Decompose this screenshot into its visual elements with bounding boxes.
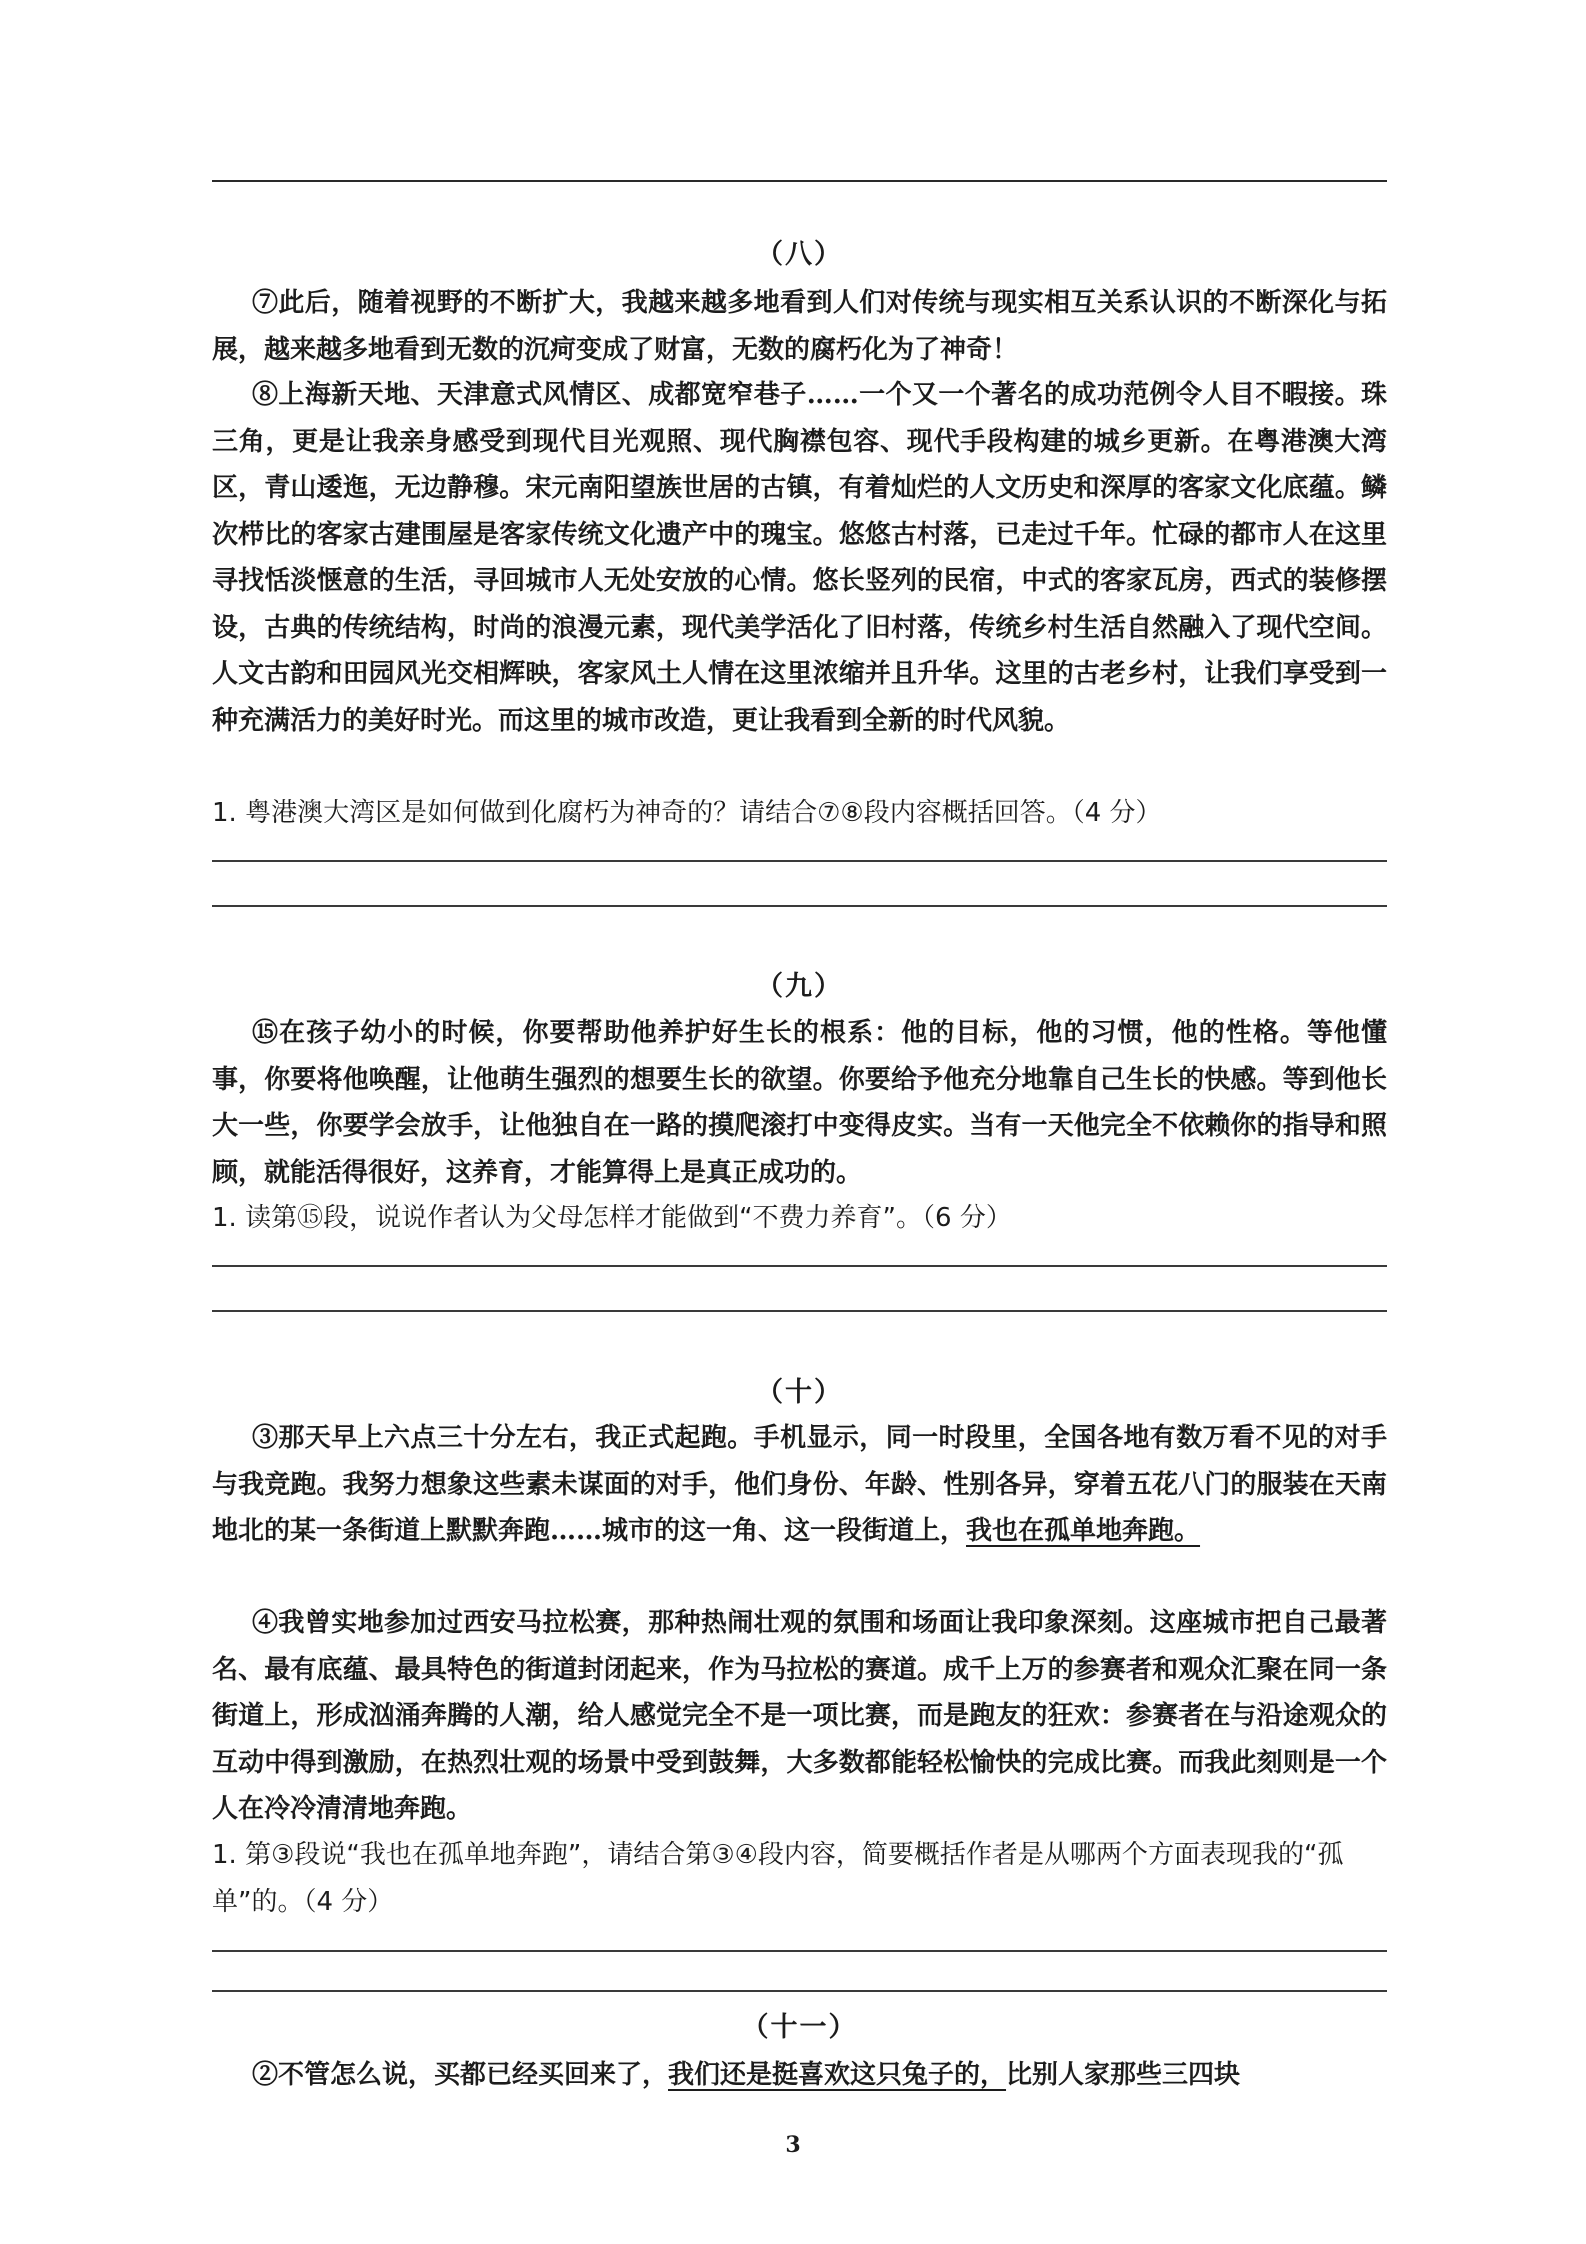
section-9-question: 1. 读第⑮段，说说作者认为父母怎样才能做到“不费力养育”。（6 分） (212, 1203, 1012, 1233)
answer-line[interactable] (212, 1950, 1387, 1952)
section-9-title: （九） (756, 971, 843, 1002)
paragraph-3-text: ③那天早上六点三十分左右，我正式起跑。手机显示，同一时段里，全国各地有数万看不见的对手与我竞跑。我努力想象这些素未谋面的对手，他们身份、年龄、性别各异，穿着五花八门的服装在天南地北的某一条街道上默默奔跑……城市的这一角、这一段街道上， (212, 1423, 1387, 1546)
answer-line[interactable] (212, 1265, 1387, 1267)
answer-line[interactable] (212, 1310, 1387, 1312)
section-11-paragraph-2 (212, 2052, 1387, 2099)
section-8-title: （八） (756, 239, 843, 270)
section-10-paragraph-3 (212, 1415, 1387, 1555)
section-8-paragraph-8: ⑧上海新天地、天津意式风情区、成都宽窄巷子……一个又一个著名的成功范例令人目不暇接。珠三角，更是让我亲身感受到现代目光观照、现代胸襟包容、现代手段构建的城乡更新。在粤港澳大湾区，青山逶迤，无边静穆。宋元南阳望族世居的古镇，有着灿烂的人文历史和深厚的客家文化底蕴。鳞次栉比的客家古建围屋是客家传统文化遗产中的瑰宝。悠悠古村落，已走过千年。忙碌的都市人在这里寻找恬淡惬意的生活，寻回城市人无处安放的心情。悠长竖列的民宿，中式的客家瓦房，西式的装修摆设，古典的传统结构，时尚的浪漫元素，现代美学活化了旧村落，传统乡村生活自然融入了现代空间。人文古韵和田园风光交相辉映，客家风土人情在这里浓缩并且升华。这里的古老乡村，让我们享受到一种充满活力的美好时光。而这里的城市改造，更让我看到全新的时代风貌。 (212, 380, 1387, 736)
answer-line[interactable] (212, 860, 1387, 862)
section-8-question: 1. 粤港澳大湾区是如何做到化腐朽为神奇的？请结合⑦⑧段内容概括回答。（4 分） (212, 798, 1162, 828)
underlined-sentence: 我们还是挺喜欢这只兔子的， (668, 2060, 1007, 2090)
section-10-question: 1. 第③段说“我也在孤单地奔跑”，请结合第③④段内容，简要概括作者是从哪两个方面表现我的“孤单”的。（4 分） (212, 1840, 1344, 1917)
section-9-paragraph-15: ⑮在孩子幼小的时候，你要帮助他养护好生长的根系：他的目标，他的习惯，他的性格。等他懂事，你要将他唤醒，让他萌生强烈的想要生长的欲望。你要给予他充分地靠自己生长的快感。等到他长大一些，你要学会放手，让他独自在一路的摸爬滚打中变得皮实。当有一天他完全不依赖你的指导和照顾，就能活得很好，这养育，才能算得上是真正成功的。 (212, 1018, 1387, 1188)
underlined-sentence: 我也在孤单地奔跑。 (966, 1516, 1201, 1546)
page-number: 3 (785, 2132, 801, 2158)
section-10-paragraph-4: ④我曾实地参加过西安马拉松赛，那种热闹壮观的氛围和场面让我印象深刻。这座城市把自己最著名、最有底蕴、最具特色的街道封闭起来，作为马拉松的赛道。成千上万的参赛者和观众汇聚在同一条街道上，形成汹涌奔腾的人潮，给人感觉完全不是一项比赛，而是跑友的狂欢：参赛者在与沿途观众的互动中得到激励，在热烈壮观的场景中受到鼓舞，大多数都能轻松愉快的完成比赛。而我此刻则是一个人在冷冷清清地奔跑。 (212, 1608, 1387, 1824)
top-rule (212, 180, 1387, 182)
answer-line[interactable] (212, 905, 1387, 907)
paragraph-2-text-a: ②不管怎么说，买都已经买回来了， (252, 2060, 669, 2090)
paragraph-2-text-b: 比别人家那些三四块 (1006, 2060, 1241, 2090)
section-10-title: （十） (756, 1377, 843, 1408)
section-8-paragraph-7: ⑦此后，随着视野的不断扩大，我越来越多地看到人们对传统与现实相互关系认识的不断深化与拓展，越来越多地看到无数的沉疴变成了财富，无数的腐朽化为了神奇！ (212, 288, 1387, 365)
section-11-title: （十一） (741, 2012, 858, 2043)
answer-line[interactable] (212, 1990, 1387, 1992)
